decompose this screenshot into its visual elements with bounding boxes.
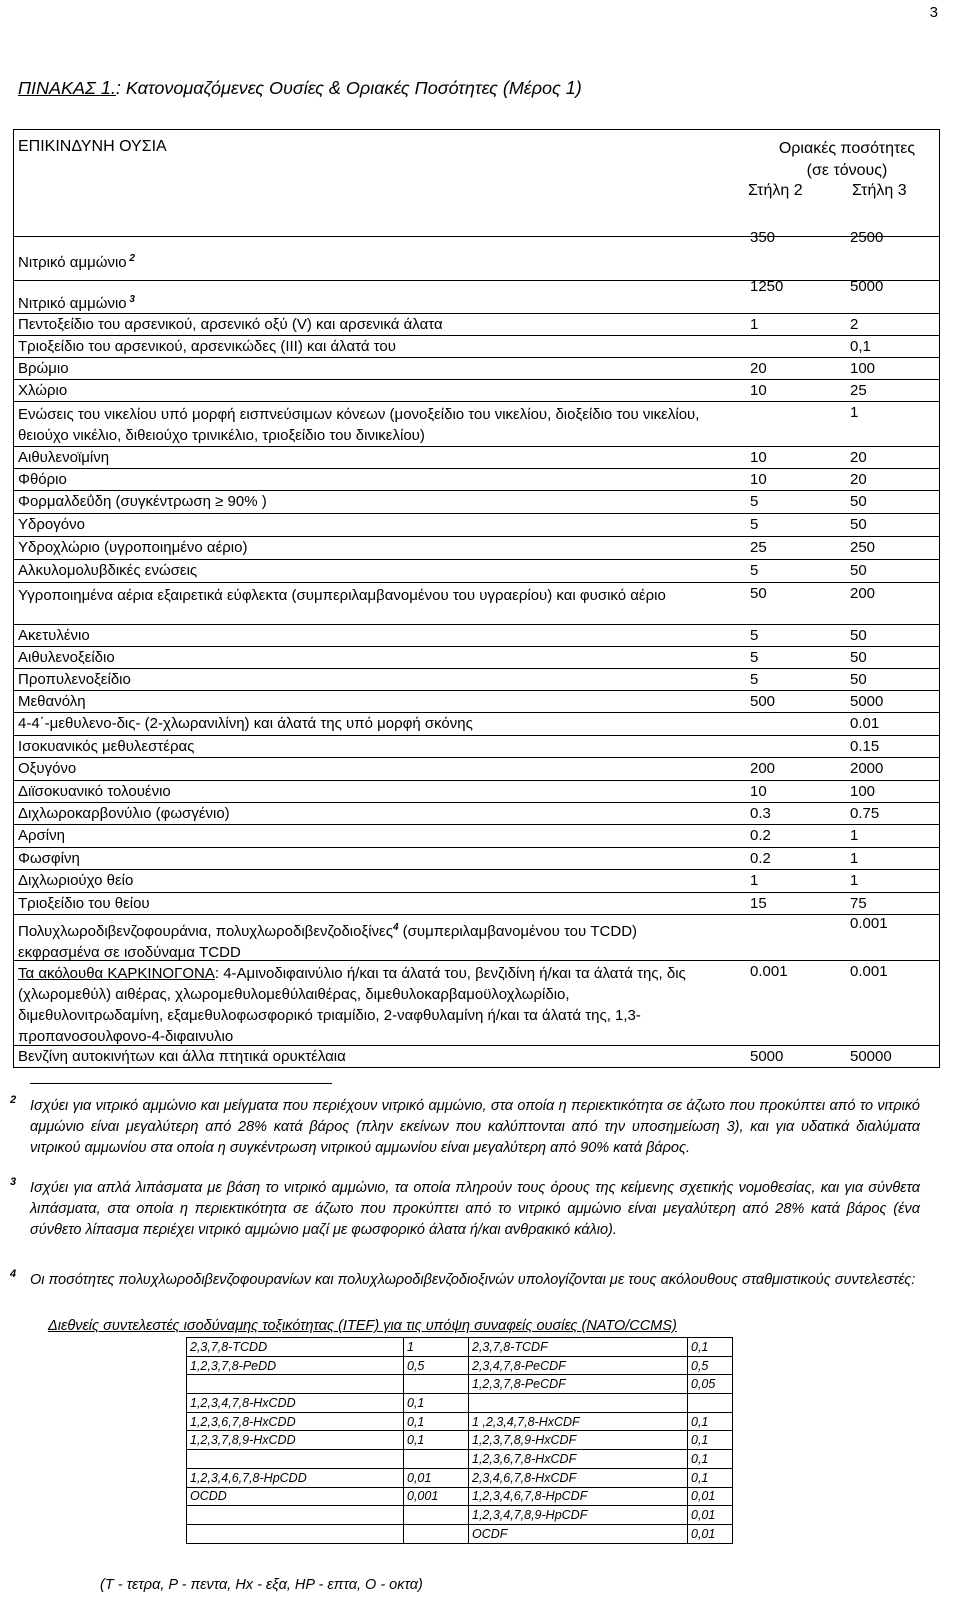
substance-name: Αλκυλομολυβδικές ενώσεις [18, 562, 198, 579]
table-row [14, 915, 939, 961]
value-col3: 1 [850, 850, 859, 867]
footnote-ref: 2 [126, 253, 135, 264]
tef-row [187, 1375, 733, 1394]
substance-name: Φορμαλδεΰδη (συγκέντρωση ≥ 90% ) [18, 493, 267, 510]
carcinogens-label: Τα ακόλουθα ΚΑΡΚΙΝΟΓΟΝΑ [18, 965, 215, 982]
tef-cell: 1,2,3,6,7,8-HxCDD [187, 1412, 404, 1431]
tef-cell: 1 ,2,3,4,7,8-HxCDF [469, 1412, 688, 1431]
tef-cell [404, 1450, 469, 1469]
value-col2: 0.2 [750, 850, 771, 867]
footnote-ref: 4 [392, 922, 399, 933]
header-limits [755, 138, 939, 182]
substance-name: Διχλωριούχο θείο [18, 872, 134, 889]
table-row [14, 803, 939, 825]
table-row [14, 560, 939, 583]
tef-cell [404, 1524, 469, 1543]
value-col2: 5 [750, 627, 759, 644]
tef-cell: 0,1 [404, 1431, 469, 1450]
substance-name: Τριοξείδιο του αρσενικού, αρσενικώδες (III) και άλατά του [18, 338, 396, 355]
tef-row [187, 1524, 733, 1543]
value-col2: 10 [750, 449, 767, 466]
value-col2: 1 [750, 872, 759, 889]
value-col3: 75 [850, 895, 867, 912]
value-col3: 50 [850, 627, 867, 644]
table-row [14, 647, 939, 669]
substance-name: Βενζίνη αυτοκινήτων και άλλα πτητικά ορυκτέλαια [18, 1048, 346, 1065]
value-col2: 200 [750, 760, 776, 777]
value-col2: 10 [750, 471, 767, 488]
footnote-ref: 3 [126, 294, 135, 305]
tef-cell: 0,001 [404, 1487, 469, 1506]
value-col3: 50 [850, 516, 867, 533]
tef-cell: 1,2,3,4,6,7,8-HpCDD [187, 1468, 404, 1487]
substance-name: Φθόριο [18, 471, 67, 488]
substance-name: Αιθυλενοϊμίνη [18, 449, 110, 466]
tef-cell: 0,05 [688, 1375, 733, 1394]
value-col3: 50 [850, 649, 867, 666]
substance-name: Φωσφίνη [18, 850, 80, 867]
tef-cell: 0,5 [688, 1356, 733, 1375]
footnote-separator [30, 1083, 332, 1084]
table-row [14, 893, 939, 915]
tef-cell: 0,1 [688, 1338, 733, 1357]
tef-cell: 1,2,3,7,8,9-HxCDD [187, 1431, 404, 1450]
tef-row [187, 1394, 733, 1413]
tef-row [187, 1468, 733, 1487]
tef-cell: 1,2,3,6,7,8-HxCDF [469, 1450, 688, 1469]
tef-cell: 1,2,3,7,8,9-HxCDF [469, 1431, 688, 1450]
value-col3: 0.001 [850, 963, 888, 980]
tef-cell: 0,1 [404, 1412, 469, 1431]
tef-cell: 0,01 [688, 1506, 733, 1525]
value-col3: 1 [850, 404, 859, 421]
tef-row [187, 1487, 733, 1506]
tef-cell: 0,5 [404, 1356, 469, 1375]
value-col2: 5 [750, 516, 759, 533]
table-row [14, 713, 939, 736]
value-col3: 25 [850, 382, 867, 399]
table-row [14, 469, 939, 491]
tef-cell [187, 1506, 404, 1525]
table-row [14, 514, 939, 537]
value-col3: 2 [850, 316, 859, 333]
substance-name: Ενώσεις του νικελίου υπό μορφή εισπνεύσιμων κόνεων (μονοξείδιο του νικελίου, διοξείδιο του νικελίου, θειούχο νικέλιο, διθειούχο τρινικέλιο, τριοξείδιο του δινικελίου) [18, 406, 700, 444]
tef-legend: (T - τετρα, P - πεντα, Hx - εξα, HP - επτα, O - οκτα) [100, 1577, 423, 1593]
tef-cell: 1,2,3,4,7,8,9-HpCDF [469, 1506, 688, 1525]
substance-name: Πολυχλωροδιβενζοφουράνια, πολυχλωροδιβενζοδιοξίνες$^4$ (συμπεριλαμβανομένου του TCDD) εκφρασμένα σε ισοδύναμα TCDD [18, 922, 638, 961]
tef-row [187, 1338, 733, 1357]
header-col3: Στήλη 3 [852, 182, 907, 199]
table-row [14, 336, 939, 358]
value-col2: 0.2 [750, 827, 771, 844]
table-row [14, 229, 939, 281]
value-col2: 500 [750, 693, 776, 710]
header-substance: ΕΠΙΚΙΝΔΥΝΗ ΟΥΣΙΑ [18, 138, 167, 155]
value-col2: 1 [750, 316, 759, 333]
value-col3: 250 [850, 539, 876, 556]
value-col2: 20 [750, 360, 767, 377]
tef-cell [469, 1394, 688, 1413]
footnote-text: Ισχύει για νιτρικό αμμώνιο και μείγματα που περιέχουν νιτρικό αμμώνιο, στα οποία η περιεκτικότητα σε άζωτο που προκύπτει από το νιτρικό αμμώνιο είναι μεγαλύτερη από 28% κατά βάρος (πλην εκείνων που καλύπτονται από την υποσημείωση 3), και για υδατικά διαλύματα νιτρικού αμμωνίου στα οποία η συγκέντρωση νιτρικού αμμωνίου είναι μεγαλύτερη από 90% κατά βάρος. [30, 1098, 920, 1156]
title-rest: : Κατονομαζόμενες Ουσίες & Οριακές Ποσότητες (Μέρος 1) [115, 78, 582, 98]
footnote [10, 1268, 920, 1291]
substance-name: Διχλωροκαρβονύλιο (φωσγένιο) [18, 805, 230, 822]
value-col3: 0.75 [850, 805, 880, 822]
tef-row [187, 1450, 733, 1469]
value-col2: 10 [750, 382, 767, 399]
substance-name: Χλώριο [18, 382, 68, 399]
substance-name: Ισοκυανικός μεθυλεστέρας [18, 738, 195, 755]
substance-name: Υγροποιημένα αέρια εξαιρετικά εύφλεκτα (συμπεριλαμβανομένου του υγραερίου) και φυσικό αέριο [18, 587, 666, 604]
substance-name: Οξυγόνο [18, 760, 77, 777]
substances-table [13, 129, 940, 1068]
value-col3: 50000 [850, 1048, 892, 1065]
value-col3: 1 [850, 872, 859, 889]
substance-name: Πεντοξείδιο του αρσενικού, αρσενικό οξύ (V) και αρσενικά άλατα [18, 316, 443, 333]
tef-cell: OCDF [469, 1524, 688, 1543]
tef-cell: 1,2,3,7,8-PeDD [187, 1356, 404, 1375]
substance-name: 4-4΄-μεθυλενο-δις- (2-χλωρανιλίνη) και άλατά της υπό μορφή σκόνης [18, 715, 473, 732]
tef-cell [187, 1524, 404, 1543]
substance-name: Νιτρικό αμμώνιο $^3$ [18, 294, 135, 312]
footnote-mark: 3 [10, 1176, 17, 1188]
table-header [14, 130, 939, 237]
table-row [14, 402, 939, 447]
table-row [14, 961, 939, 1046]
header-unit: (σε τόνους) [806, 162, 888, 179]
header-col2: Στήλη 2 [748, 182, 803, 199]
value-col3: 0.01 [850, 715, 880, 732]
substance-name: Αρσίνη [18, 827, 65, 844]
substance-name: Μεθανόλη [18, 693, 86, 710]
table-row [14, 583, 939, 625]
tef-cell: 1 [404, 1338, 469, 1357]
table-row [14, 825, 939, 848]
value-col2: 1250 [750, 278, 784, 295]
footnote-mark: 4 [10, 1268, 17, 1280]
tef-cell: 0,1 [688, 1450, 733, 1469]
table-row [14, 758, 939, 781]
table-row [14, 1046, 939, 1067]
table-row [14, 537, 939, 560]
footnote [10, 1094, 920, 1159]
tef-cell: 0,1 [688, 1468, 733, 1487]
substance-name: Ακετυλένιο [18, 627, 90, 644]
substance-name: Νιτρικό αμμώνιο $^2$ [18, 253, 135, 271]
footnote-text: Οι ποσότητες πολυχλωροδιβενζοφουρανίων και πολυχλωροδιβενζοδιοξινών υπολογίζονται με τους ακόλουθους σταθμιστικούς συντελεστές: [30, 1272, 916, 1288]
tef-cell [187, 1450, 404, 1469]
value-col3: 50 [850, 562, 867, 579]
value-col2: 5 [750, 649, 759, 666]
table-row [14, 691, 939, 713]
table-row [14, 736, 939, 758]
table-row [14, 380, 939, 402]
substance-name: Βρώμιο [18, 360, 69, 377]
tef-cell: 0,1 [688, 1412, 733, 1431]
table-row [14, 358, 939, 380]
tef-cell: OCDD [187, 1487, 404, 1506]
substance-name: Αιθυλενοξείδιο [18, 649, 115, 666]
value-col2: 10 [750, 783, 767, 800]
value-col2: 5 [750, 671, 759, 688]
table-row [14, 491, 939, 514]
value-col3: 20 [850, 471, 867, 488]
table-row [14, 314, 939, 336]
value-col2: 0.3 [750, 805, 771, 822]
value-col3: 100 [850, 360, 876, 377]
tef-cell: 1,2,3,7,8-PeCDF [469, 1375, 688, 1394]
value-col2: 50 [750, 585, 767, 602]
tef-row [187, 1412, 733, 1431]
table-row [14, 625, 939, 647]
tef-cell [404, 1506, 469, 1525]
table-row [14, 848, 939, 870]
substance-name: Υδροχλώριο (υγροποιημένο αέριο) [18, 539, 248, 556]
value-col2: 5 [750, 562, 759, 579]
value-col2: 15 [750, 895, 767, 912]
value-col2: 5 [750, 493, 759, 510]
value-col3: 100 [850, 783, 876, 800]
substance-name: Προπυλενοξείδιο [18, 671, 131, 688]
value-col3: 5000 [850, 693, 884, 710]
tef-cell: 2,3,4,6,7,8-HxCDF [469, 1468, 688, 1487]
page-number: 3 [929, 4, 938, 21]
footnote [10, 1176, 920, 1241]
value-col3: 200 [850, 585, 876, 602]
value-col3: 1 [850, 827, 859, 844]
tef-row [187, 1356, 733, 1375]
tef-cell: 0,1 [688, 1431, 733, 1450]
footnote-text: Ισχύει για απλά λιπάσματα με βάση το νιτρικό αμμώνιο, τα οποία πληρούν τους όρους της κείμενης σχετικής νομοθεσίας, και για σύνθετα λιπάσματα, στα οποία η περιεκτικότητα σε άζωτο που προκύπτει από το νιτρικό αμμώνιο είναι μεγαλύτερη από 28% κατά βάρος (ένα σύνθετο λίπασμα περιέχει νιτρικό αμμώνιο μαζί με φωσφορικό άλατα ή/και ανθρακικό κάλιο). [30, 1180, 920, 1238]
tef-cell: 0,1 [404, 1394, 469, 1413]
tef-cell [688, 1394, 733, 1413]
substance-name: Τα ακόλουθα ΚΑΡΚΙΝΟΓΟΝΑ: 4-Αμινοδιφαινύλιο ή/και τα άλατά του, βενζιδίνη ή/και τα άλατά της, δις (χλωρομεθύλ) αιθέρας, χλωρομεθυλομεθύλαιθέρας, διμεθυλοκαρβαμοϋλοχλωρίδιο, διμεθυλονιτρωδαμίνη, εξαμεθυλοφωσφορικό τριαμίδιο, 2-ναφθυλαμίνη ή/και τα άλατά της, 1,3-προπανοσουλφονο-4-διφαινυλιο [18, 965, 686, 1045]
table-row [14, 781, 939, 803]
value-col3: 2000 [850, 760, 884, 777]
value-col3: 0,1 [850, 338, 871, 355]
tef-cell: 2,3,7,8-TCDF [469, 1338, 688, 1357]
tef-row [187, 1506, 733, 1525]
page-title [18, 78, 582, 99]
value-col2: 350 [750, 229, 776, 246]
substance-name: Διϊσοκυανικό τολουένιο [18, 783, 171, 800]
tef-cell [187, 1375, 404, 1394]
footnote-mark: 2 [10, 1094, 17, 1106]
tef-cell: 0,01 [404, 1468, 469, 1487]
table-row [14, 669, 939, 691]
tef-cell: 2,3,7,8-TCDD [187, 1338, 404, 1357]
value-col3: 5000 [850, 278, 884, 295]
table-row [14, 870, 939, 893]
substance-name: Υδρογόνο [18, 516, 85, 533]
tef-title: Διεθνείς συντελεστές ισοδύναμης τοξικότητας (ITEF) για τις υπόψη συναφείς ουσίες (NATO/CCMS) [48, 1318, 677, 1334]
tef-table [186, 1337, 733, 1544]
table-row [14, 278, 939, 314]
tef-cell: 0,01 [688, 1524, 733, 1543]
title-prefix: ΠΙΝΑΚΑΣ 1. [18, 78, 116, 98]
header-limits-label: Οριακές ποσότητες [778, 140, 916, 157]
value-col3: 0.15 [850, 738, 880, 755]
tef-cell: 1,2,3,4,6,7,8-HpCDF [469, 1487, 688, 1506]
substance-name: Τριοξείδιο του θείου [18, 895, 150, 912]
tef-row [187, 1431, 733, 1450]
tef-cell [404, 1375, 469, 1394]
value-col3: 50 [850, 671, 867, 688]
tef-cell: 1,2,3,4,7,8-HxCDD [187, 1394, 404, 1413]
value-col3: 50 [850, 493, 867, 510]
value-col2: 0.001 [750, 963, 788, 980]
tef-cell: 2,3,4,7,8-PeCDF [469, 1356, 688, 1375]
value-col3: 2500 [850, 229, 884, 246]
table-row [14, 447, 939, 469]
value-col3: 0.001 [850, 915, 888, 932]
value-col2: 25 [750, 539, 767, 556]
table-body [14, 229, 939, 1067]
value-col2: 5000 [750, 1048, 784, 1065]
value-col3: 20 [850, 449, 867, 466]
tef-cell: 0,01 [688, 1487, 733, 1506]
